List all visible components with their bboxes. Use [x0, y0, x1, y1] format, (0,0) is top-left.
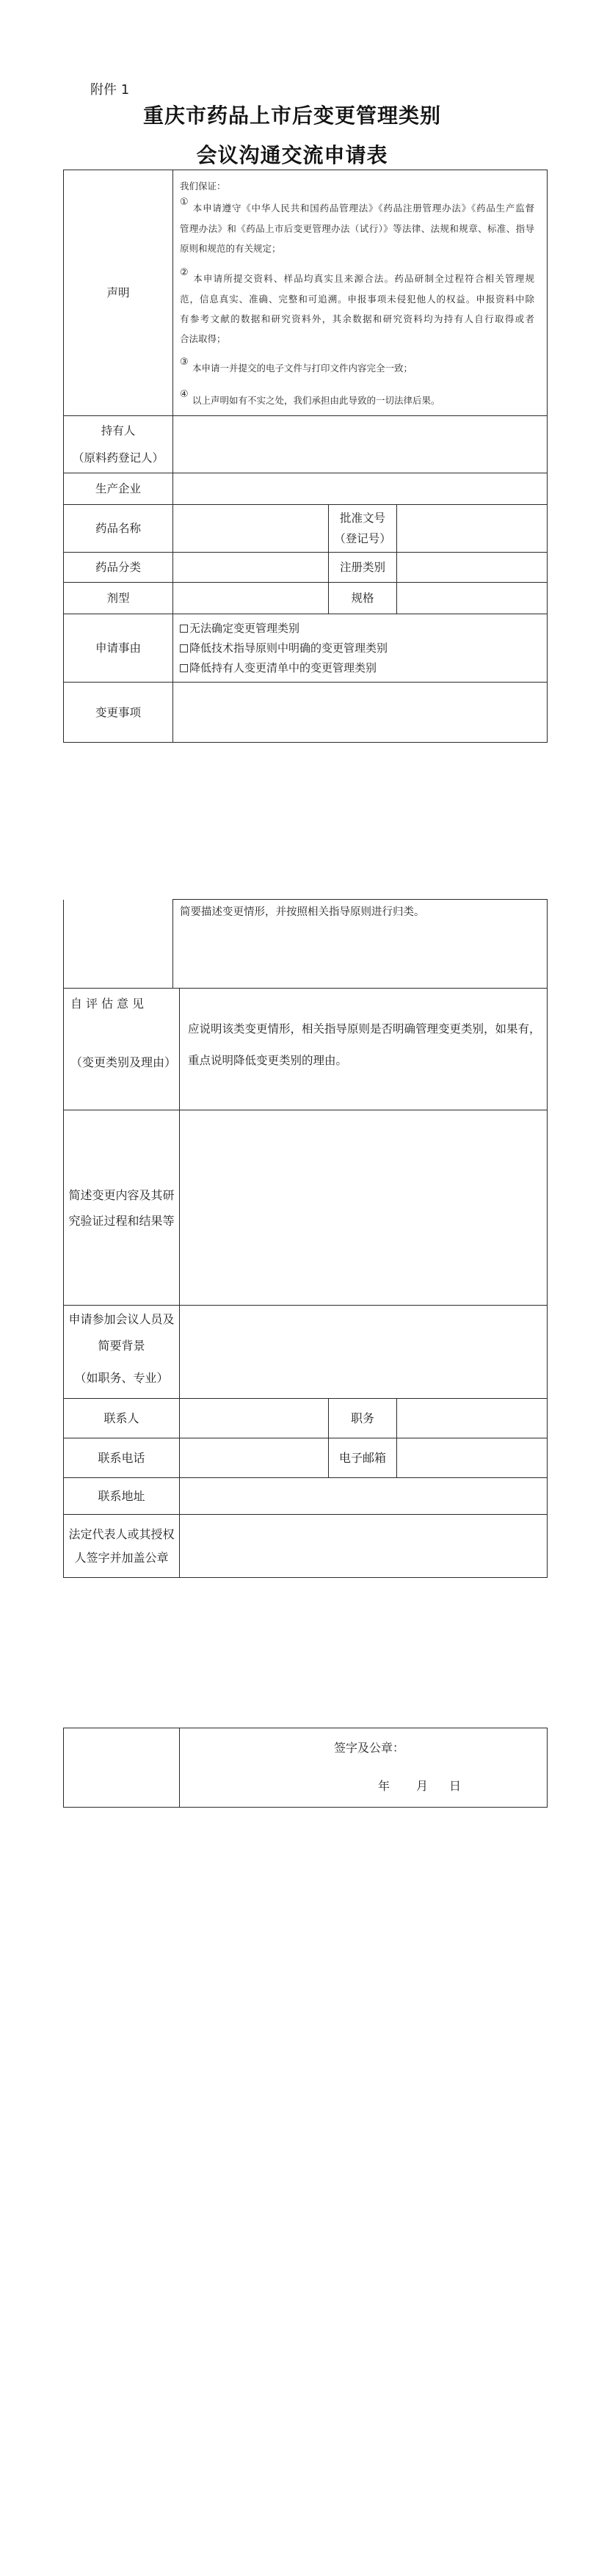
signatory-input[interactable]: [180, 1515, 548, 1578]
change-items-hint: 简要描述变更情形，并按照相关指导原则进行归类。: [180, 906, 425, 918]
holder-label-line-2: （原料药登记人）: [72, 451, 164, 465]
signatory-row: [64, 1515, 548, 1578]
email-input[interactable]: [397, 1438, 548, 1478]
change-summary-label-line-2: 究验证过程和结果等: [68, 1213, 175, 1228]
checkbox[interactable]: [180, 664, 188, 672]
application-reason-label: 申请事由: [64, 614, 173, 683]
dosage-form-input[interactable]: [173, 583, 329, 614]
change-items-label-continuation: [64, 900, 173, 989]
form-title-line-1: 重庆市药品上市后变更管理类别: [142, 103, 441, 128]
self-assessment-row: [64, 989, 548, 1110]
approval-number-label-line-2: （登记号）: [334, 532, 391, 545]
declaration-line: [180, 198, 534, 219]
circled-number-4: ④: [180, 389, 189, 400]
attendees-label-line-2: 简要背景: [98, 1339, 145, 1353]
attendees-row: [64, 1306, 548, 1399]
declaration-line-text: 以上声明如有不实之处，我们承担由此导致的一切法律后果。: [192, 395, 440, 406]
application-form-table-part-2: [63, 988, 548, 1578]
declaration-label: 声明: [64, 170, 173, 416]
change-summary-row: [64, 1110, 548, 1306]
application-form-table-part-2-continuation: [63, 899, 548, 989]
declaration-line: [180, 390, 534, 411]
application-reason-row: [64, 614, 548, 683]
checkbox[interactable]: [180, 625, 188, 633]
manufacturer-input[interactable]: [173, 473, 548, 505]
change-items-input[interactable]: [173, 683, 548, 743]
change-summary-label: [64, 1110, 180, 1306]
contact-person-row: [64, 1399, 548, 1438]
change-items-description-input[interactable]: [173, 900, 548, 989]
option-lower-holder-list-category[interactable]: [180, 658, 547, 678]
declaration-item-2: [180, 269, 534, 349]
registration-category-label: 注册类别: [329, 553, 397, 583]
holder-row: [64, 416, 548, 473]
declaration-line: 范，信息真实、准确、完整和可追溯。申报事项未侵犯他人的权益。申报资料中除: [180, 294, 535, 305]
option-undetermined-category[interactable]: [180, 619, 547, 638]
change-items-continuation-row: [64, 900, 548, 989]
option-lower-guideline-category[interactable]: [180, 638, 547, 658]
signatory-label: [64, 1515, 180, 1578]
position-label: 职务: [329, 1399, 397, 1438]
declaration-line: 原则和规范的有关规定；: [180, 243, 281, 254]
signature-block: [180, 1729, 547, 1807]
address-label: 联系地址: [64, 1478, 180, 1515]
holder-input[interactable]: [173, 416, 548, 473]
manufacturer-row: [64, 473, 548, 505]
form-title-line-2: 会议沟通交流申请表: [196, 143, 388, 167]
declaration-item-4: [180, 390, 534, 411]
position-input[interactable]: [397, 1399, 548, 1438]
declaration-line-text: 本申请一并提交的电子文件与打印文件内容完全一致；: [192, 363, 413, 374]
circled-number-1: ①: [180, 197, 189, 208]
change-summary-label-line-1: 简述变更内容及其研: [68, 1187, 175, 1202]
signatory-label-line-2: 人签字并加盖公章: [74, 1550, 169, 1565]
circled-number-2: ②: [180, 267, 189, 278]
option-label: 降低持有人变更清单中的变更管理类别: [189, 661, 377, 674]
registration-category-input[interactable]: [397, 553, 548, 583]
date-year-label: 年: [378, 1778, 390, 1793]
self-assessment-hint-line: 应说明该类变更情形，相关指导原则是否明确管理变更类别，如果有，: [188, 1022, 541, 1036]
specification-input[interactable]: [397, 583, 548, 614]
drug-category-input[interactable]: [173, 553, 329, 583]
email-label: 电子邮箱: [329, 1438, 397, 1478]
holder-label: [64, 416, 173, 473]
phone-row: [64, 1438, 548, 1478]
self-assessment-label: [64, 989, 180, 1110]
approval-number-label: [329, 505, 397, 553]
date-day-label: 日: [449, 1778, 462, 1793]
phone-input[interactable]: [180, 1438, 329, 1478]
signature-label-cell: [64, 1728, 180, 1808]
holder-label-line-1: 持有人: [101, 423, 136, 437]
application-form-table-part-1: [63, 170, 548, 743]
option-label: 无法确定变更管理类别: [189, 621, 300, 635]
approval-number-label-line-1: 批准文号: [339, 512, 385, 525]
declaration-line: 合法取得；: [180, 333, 226, 344]
drug-category-label: 药品分类: [64, 553, 173, 583]
self-assessment-input[interactable]: [180, 989, 548, 1110]
signatory-label-line-1: 法定代表人或其授权: [68, 1527, 175, 1541]
declaration-item-3: [180, 358, 534, 379]
signature-table: [63, 1728, 548, 1808]
declaration-line-text: 本申请所提交资料、样品均真实且来源合法。药品研制全过程符合相关管理规: [192, 273, 535, 284]
change-summary-input[interactable]: [180, 1110, 548, 1306]
option-label: 降低技术指导原则中明确的变更管理类别: [189, 641, 388, 655]
declaration-item-1: [180, 198, 534, 258]
category-row: [64, 553, 548, 583]
declaration-row: [64, 170, 548, 416]
drug-name-label: 药品名称: [64, 505, 173, 553]
manufacturer-label: 生产企业: [64, 473, 173, 505]
dosage-form-row: [64, 583, 548, 614]
attendees-label-line-3: （如职务、专业）: [74, 1371, 169, 1385]
declaration-line: 有参考文献的数据和研究资料外，其余数据和研究资料均为持有人自行取得或者: [180, 313, 535, 324]
attachment-label: 附件 1: [90, 82, 130, 98]
date-month-label: 月: [416, 1778, 429, 1793]
declaration-line-text: 本申请遵守《中华人民共和国药品管理法》《药品注册管理办法》《药品生产监督: [192, 203, 535, 214]
declaration-line: [180, 358, 534, 379]
declaration-line: [180, 269, 534, 289]
attendees-input[interactable]: [180, 1306, 548, 1399]
self-assessment-label-line-2: （变更类别及理由）: [70, 1055, 177, 1069]
attendees-label-line-1: 申请参加会议人员及: [68, 1312, 175, 1326]
drug-name-row: [64, 505, 548, 553]
drug-name-input[interactable]: [173, 505, 329, 553]
self-assessment-label-line-1: 自评估意见: [70, 997, 148, 1011]
checkbox[interactable]: [180, 644, 188, 652]
address-input[interactable]: [180, 1478, 548, 1515]
application-reason-options: [173, 614, 548, 683]
self-assessment-hint-line: 重点说明降低变更类别的理由。: [188, 1054, 348, 1067]
signature-stamp-area[interactable]: [180, 1728, 548, 1808]
declaration-intro: 我们保证：: [180, 181, 226, 192]
dosage-form-label: 剂型: [64, 583, 173, 614]
attendees-label: [64, 1306, 180, 1399]
contact-person-label: 联系人: [64, 1399, 180, 1438]
change-items-label: 变更事项: [64, 683, 173, 743]
contact-person-input[interactable]: [180, 1399, 329, 1438]
phone-label: 联系电话: [64, 1438, 180, 1478]
declaration-line: 管理办法》和《药品上市后变更管理办法（试行）》等法律、法规和规章、标准、指导: [180, 223, 535, 234]
circled-number-3: ③: [180, 357, 189, 368]
specification-label: 规格: [329, 583, 397, 614]
declaration-content: [173, 170, 548, 416]
change-items-row: [64, 683, 548, 743]
address-row: [64, 1478, 548, 1515]
signature-stamp-label: 签字及公章：: [334, 1740, 405, 1755]
approval-number-input[interactable]: [397, 505, 548, 553]
signature-row: [64, 1728, 548, 1808]
